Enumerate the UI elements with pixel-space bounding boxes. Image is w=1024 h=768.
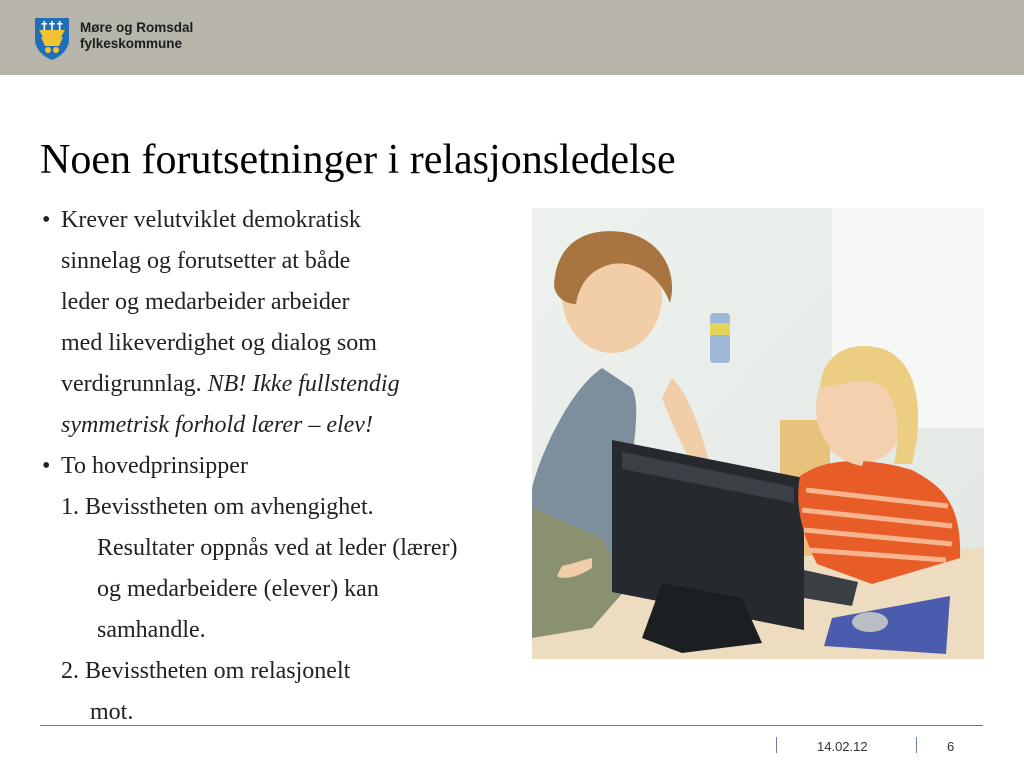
slide-title: Noen forutsetninger i relasjonsledelse: [40, 137, 676, 183]
bullet-1-line-6: [40, 405, 540, 446]
slide-body: [40, 200, 540, 733]
bullet-1-line-5-text: verdigrunnlag.: [61, 371, 208, 397]
bullet-1-line-2: sinnelag og forutsetter at både: [61, 248, 351, 274]
footer-separator: [916, 737, 917, 753]
note-emphasis-cont: symmetrisk forhold lærer – elev!: [61, 412, 373, 438]
bullet-1-line-5: [40, 364, 540, 405]
principle-1-line-2: Resultater oppnås ved at leder (lærer): [97, 535, 458, 561]
bullet-item-2: [40, 446, 540, 487]
principle-1-line-3: og medarbeidere (elever) kan: [97, 576, 379, 602]
principle-1-line-4: samhandle.: [97, 617, 206, 643]
org-name-line2: fylkeskommune: [80, 36, 183, 51]
bullet-item-1: [40, 200, 540, 241]
bullet-2-text: To hovedprinsipper: [61, 453, 248, 479]
principle-2-line-2: mot.: [90, 699, 134, 725]
bullet-marker: •: [42, 453, 51, 479]
bullet-1-line-3: leder og medarbeider arbeider: [61, 289, 350, 315]
slide-photo: [532, 208, 984, 659]
teacher-student-computer-illustration: [532, 208, 984, 659]
bullet-1-line-4: med likeverdighet og dialog som: [61, 330, 377, 356]
org-logo: [34, 17, 204, 63]
footer-date: 14.02.12: [817, 739, 868, 754]
principle-2: 2. Bevisstheten om relasjonelt: [61, 658, 351, 684]
org-name-line1: Møre og Romsdal: [80, 20, 194, 35]
coat-of-arms-icon: [34, 17, 70, 61]
footer-separator: [776, 737, 777, 753]
footer-divider: [40, 725, 983, 726]
slide-header: [0, 0, 1024, 75]
bullet-marker: •: [42, 207, 51, 233]
note-emphasis: NB! Ikke fullstendig: [207, 371, 400, 397]
principle-1: 1. Bevisstheten om avhengighet.: [61, 494, 374, 520]
bullet-1-text: Krever velutviklet demokratisk: [61, 207, 361, 233]
org-name: [80, 20, 193, 52]
page-number: 6: [947, 739, 955, 754]
